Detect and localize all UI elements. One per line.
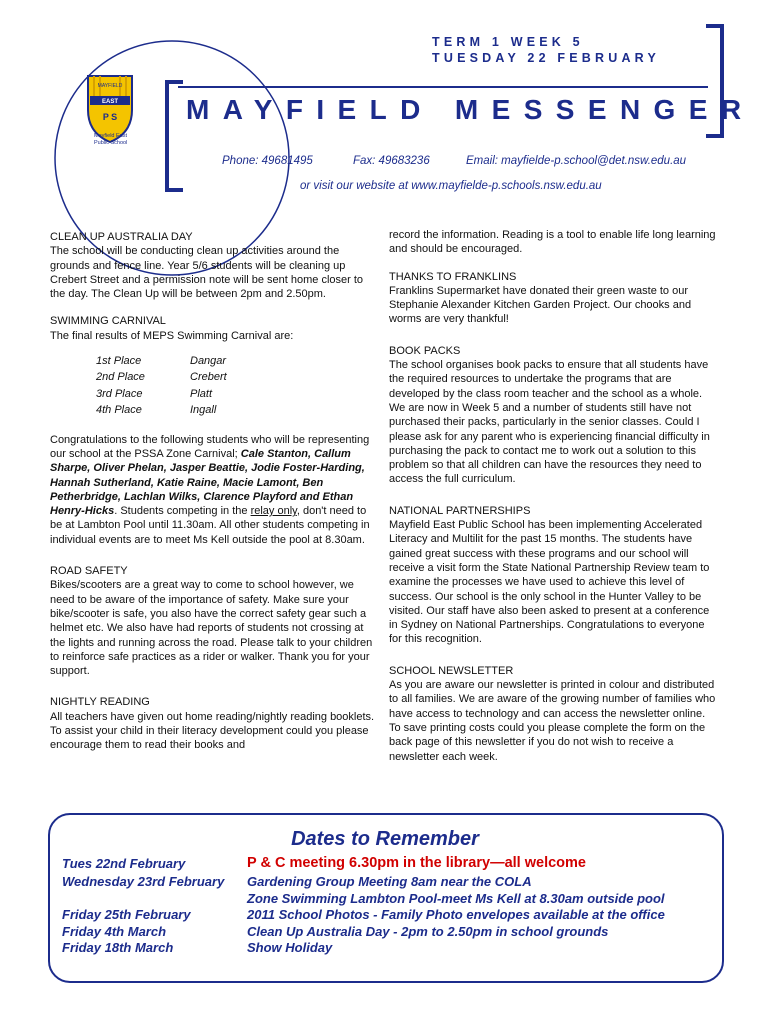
national-partnerships-heading: NATIONAL PARTNERSHIPS [389,504,531,517]
date-label: Friday 25th February [62,907,191,922]
nightly-reading-body: All teachers have given out home reading/nightly reading booklets. To assist your child in their literacy development could you please encourage them to read their books and [50,710,375,752]
road-safety-body: Bikes/scooters are a great way to come to school however, we need to be aware of the importance of safety. Make sure your bike/scooter is safe, you also have the correct safety gear such a helmet etc. We also have had reports of students not crossing at the lights and running across the road. Please talk to your children to reinforce safe practices as a rider or walker. Thank you for your support. [50,579,373,678]
date-label: Friday 18th March [62,940,174,955]
school-newsletter-body: As you are aware our newsletter is printed in colour and distributed to all families. We are aware of the growing number of families who have access to technology and can access the newsletter online. To save printing costs could you please complete the form on the back page of this newsletter if you do not wish to receive a newsletter each week. [389,679,716,763]
zone-students: Cale Stanton, Callum Sharpe, Oliver Phelan, Jasper Beattie, Jodie Foster-Harding, Hannah Sutherland, Katie Raine, Macie Lamont, Ben Petherbridge, Lachlan Wilks, Clarence Playford and Ethan Henry-Hicks [50,447,365,518]
date-label: Wednesday 23rd February [62,874,225,889]
fax-number: Fax: 49683236 [353,155,430,167]
dates-list [62,856,712,957]
left-bracket [165,80,183,192]
email-link[interactable]: Email: mayfielde-p.school@det.nsw.edu.au [466,155,687,167]
event-label: Show Holiday [247,940,333,955]
newsletter-title: MAYFIELD MESSENGER [186,94,755,125]
date-row [62,907,712,924]
logo-caption-line2: Public School [94,140,128,146]
nightly-reading-heading: NIGHTLY READING [50,696,150,709]
result-row: 3rd Place Platt [96,387,213,400]
cleanup-heading: CLEAN UP AUSTRALIA DAY [50,231,193,243]
zone-congratulations: Congratulations to the following students who will be representing our school at the PSSA Zone Carnival; Cale Stanton, Callum Sharpe, Oliver Phelan, Jasper Beattie, Jodie Foster-Harding, Hannah Sutherland, Katie Raine, Macie Lamont, Ben Petherbridge, Lachlan Wilks, Clarence Playford and Ethan Henry-Hicks. Students competing in the relay only, don't need to be at Lambton Pool until 11.30am. All other students competing in individual events are to meet Ms Kell outside the pool at 8.30am. [50,433,370,546]
logo-band-text: EAST [101,99,119,105]
book-packs-heading: BOOK PACKS [389,344,461,357]
event-label: Zone Swimming Lambton Pool-meet Ms Kell at 8.30am outside pool [247,890,665,906]
header-rule [178,86,708,88]
result-row: 1st Place Dangar [96,355,227,368]
phone-number: Phone: 49681495 [222,155,313,167]
date-row [62,874,712,891]
logo-top-text: MAYFIELD [97,83,123,89]
right-column [389,228,717,764]
dates-title: Dates to Remember [291,828,479,850]
national-partnerships-body: Mayfield East Public School has been implementing Accelerated Literacy and Multilit for the past 15 months. The students have gained great success with these programs and our school will receive a visit form the State National Partnership Review team to examine the processes we have used to achieve this level of success. Our school is the only school in the Hunter Valley to be visited. Our staff have also been asked to present at a conference in Sydney on National Partnerships. Congratulations to everyone for this recognition. [389,519,710,646]
swimming-intro: The final results of MEPS Swimming Carnival are: [50,329,294,342]
event-label: P & C meeting 6.30pm in the library—all welcome [247,855,586,871]
term-week: TERM 1 WEEK 5 [432,35,584,49]
issue-date: TUESDAY 22 FEBRUARY [432,51,660,65]
term-heading [432,34,692,66]
event-label: Gardening Group Meeting 8am near the COLA [247,874,532,889]
cleanup-body: The school will be conducting clean up activities around the grounds and fence line. Year 5/6 students will be cleaning up Crebert Street and a permission note will be sent home closer to the day. The Clean Up will be between 2pm and 2.50pm. [50,245,364,301]
result-row: 4th Place Ingall [96,404,217,417]
logo-caption-line1: Mayfield East [94,133,128,139]
date-row [62,891,712,908]
date-label: Friday 4th March [62,923,167,939]
date-label: Tues 22nd February [62,856,186,871]
road-safety-heading: ROAD SAFETY [50,565,128,578]
swimming-heading: SWIMMING CARNIVAL [50,315,166,328]
book-packs-body: The school organises book packs to ensure that all students have the required resources to undertake the programs that are developed by the class room teacher and the school as a whole. We are now in Week 5 and a number of students still have not purchased their packs, particularly in the senior classes. Could I please ask for any parent who is experiencing financial difficulty in purchasing the pack to contact me to work out a solution to this problem so that all children can have the resources they need to access the full curriculum. [389,359,710,486]
left-column [50,230,378,753]
franklins-heading: THANKS TO FRANKLINS [389,270,517,283]
school-newsletter-heading: SCHOOL NEWSLETTER [389,664,514,677]
date-row [62,924,712,941]
event-label: 2011 School Photos - Family Photo envelopes available at the office [247,907,665,922]
franklins-body: Franklins Supermarket have donated their green waste to our Stephanie Alexander Kitchen Garden Project. Our chooks and worms are very thankful! [389,284,692,326]
date-row [62,856,712,874]
nightly-reading-continued: record the information. Reading is a tool to enable life long learning and should be encouraged. [389,229,716,256]
swimming-results [96,354,378,420]
date-row [62,940,712,957]
event-label: Clean Up Australia Day - 2pm to 2.50pm in school grounds [247,923,609,939]
result-row: 2nd Place Crebert [96,371,227,384]
website-link[interactable]: or visit our website at www.mayfielde-p.schools.nsw.edu.au [300,180,602,192]
logo-shield-text: P S [102,112,118,122]
